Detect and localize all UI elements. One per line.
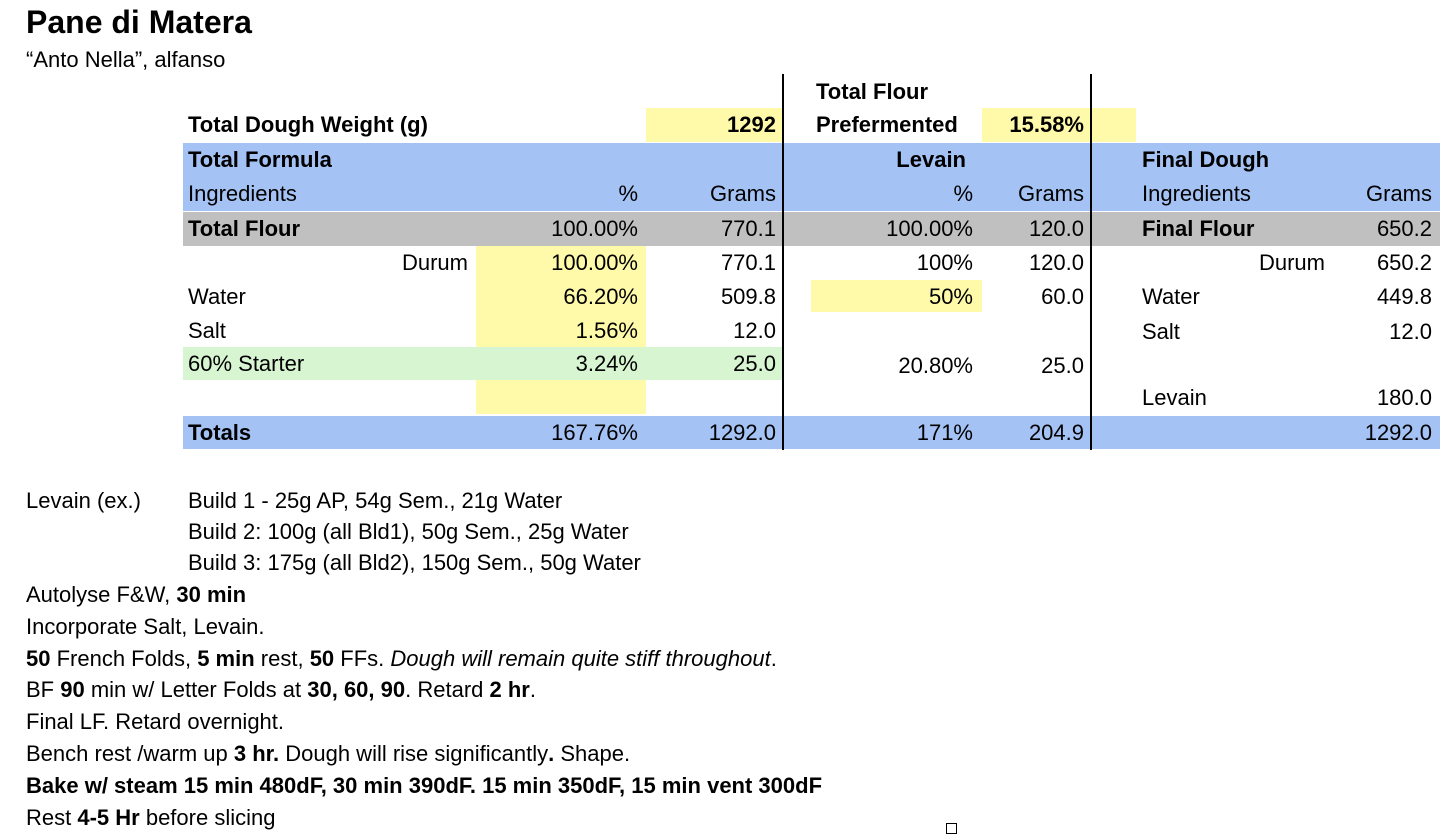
divider-formula-levain [782, 74, 784, 450]
note-folds-count1: 50 [26, 646, 51, 671]
col-final-ingredients: Ingredients [1142, 181, 1251, 206]
col-grams: Grams [710, 181, 776, 206]
row-final-durum-grams: 650.2 [1376, 250, 1432, 275]
row-totals-grams: 1292.0 [708, 420, 776, 445]
row-totals-name: Totals [188, 420, 252, 445]
row-durum-lev-grams: 120.0 [1028, 250, 1084, 275]
col-final-grams: Grams [1366, 181, 1432, 206]
recipe-subtitle: “Anto Nella”, alfanso [26, 47, 226, 72]
row-durum-pct: 100.00% [551, 250, 638, 275]
row-durum-name: Durum [401, 250, 468, 275]
note-incorporate: Incorporate Salt, Levain. [26, 614, 265, 639]
empty-pct-highlight [476, 380, 646, 414]
note-folds-end: . [770, 646, 777, 671]
col-levain-grams: Grams [1018, 181, 1084, 206]
note-bf-text1: BF [26, 677, 61, 702]
divider-levain-final [1090, 74, 1092, 450]
row-salt-grams: 12.0 [733, 318, 776, 343]
note-bench-rest [26, 739, 630, 769]
row-starter-lev-pct: 20.80% [898, 353, 973, 378]
note-build1: Build 1 - 25g AP, 54g Sem., 21g Water [188, 488, 563, 513]
note-bf-text2: min w/ Letter Folds at [84, 677, 308, 702]
note-bf-end: . [529, 677, 536, 702]
note-final-lf: Final LF. Retard overnight. [26, 709, 285, 734]
note-levain-label: Levain (ex.) [26, 488, 141, 513]
preferment-label-line1: Total Flour [816, 79, 929, 104]
section-total-formula: Total Formula [188, 147, 332, 172]
note-bake: Bake w/ steam 15 min 480dF, 30 min 390dF. 15 min 350dF, 15 min vent 300dF [26, 773, 823, 798]
row-water-lev-pct: 50% [928, 284, 973, 309]
note-folds [26, 644, 777, 674]
note-bench-text2: Dough will rise significantly [279, 741, 549, 766]
row-totals-final-grams: 1292.0 [1364, 420, 1432, 445]
note-bf-intervals: 30, 60, 90 [307, 677, 406, 702]
row-final-levain-name: Levain [1142, 385, 1207, 410]
note-folds-text2: rest, [254, 646, 310, 671]
row-water-pct: 66.20% [563, 284, 638, 309]
row-durum-grams: 770.1 [720, 250, 776, 275]
row-final-durum-name: Durum [1258, 250, 1325, 275]
row-water-name: Water [188, 284, 246, 309]
row-salt-pct: 1.56% [575, 318, 638, 343]
note-bench-period: . [548, 741, 555, 766]
preferment-label-line2: Prefermented [816, 112, 958, 137]
note-build3: Build 3: 175g (all Bld2), 150g Sem., 50g Water [188, 550, 641, 575]
row-final-water-name: Water [1142, 284, 1200, 309]
row-final-water-grams: 449.8 [1376, 284, 1432, 309]
row-totals-lev-grams: 204.9 [1028, 420, 1084, 445]
row-starter-lev-grams: 25.0 [1041, 353, 1084, 378]
row-total-flour-lev-pct: 100.00% [886, 216, 973, 241]
row-total-flour-grams: 770.1 [720, 216, 776, 241]
note-autolyse-time: 30 min [176, 582, 247, 607]
recipe-title: Pane di Matera [26, 4, 252, 40]
row-total-flour-lev-grams: 120.0 [1028, 216, 1084, 241]
note-build2: Build 2: 100g (all Bld1), 50g Sem., 25g Water [188, 519, 629, 544]
row-final-flour-name: Final Flour [1142, 216, 1255, 241]
note-folds-rest: 5 min [197, 646, 255, 671]
row-starter-pct: 3.24% [575, 351, 638, 376]
preferment-value: 15.58% [1009, 112, 1084, 137]
note-autolyse [26, 580, 246, 610]
note-folds-count2: 50 [309, 646, 335, 671]
row-salt-name: Salt [188, 318, 226, 343]
row-total-flour-pct: 100.00% [551, 216, 638, 241]
note-rest [26, 803, 275, 833]
note-bf-time: 90 [60, 677, 85, 702]
col-ingredients: Ingredients [188, 181, 297, 206]
note-bf-text3: . Retard [405, 677, 490, 702]
total-dough-weight-label: Total Dough Weight (g) [188, 112, 428, 137]
note-rest-text2: before slicing [139, 805, 276, 830]
row-final-flour-grams: 650.2 [1376, 216, 1432, 241]
row-totals-pct: 167.76% [551, 420, 638, 445]
section-final-dough: Final Dough [1142, 147, 1270, 172]
row-durum-lev-pct: 100% [916, 250, 973, 275]
row-final-levain-grams: 180.0 [1376, 385, 1432, 410]
note-bf-retard: 2 hr [489, 677, 530, 702]
note-bulk-ferment [26, 675, 536, 705]
row-final-salt-name: Salt [1142, 319, 1180, 344]
col-levain-percent: % [953, 181, 973, 206]
note-rest-text1: Rest [26, 805, 78, 830]
row-totals-lev-pct: 171% [916, 420, 973, 445]
selection-handle[interactable] [946, 823, 957, 834]
row-water-grams: 509.8 [720, 284, 776, 309]
row-starter-name: 60% Starter [188, 351, 305, 376]
row-water-lev-grams: 60.0 [1041, 284, 1084, 309]
note-folds-italic: Dough will remain quite stiff throughout [390, 646, 771, 671]
note-bench-text3: Shape. [554, 741, 631, 766]
note-folds-text1: French Folds, [50, 646, 198, 671]
note-bench-time: 3 hr. [233, 741, 280, 766]
row-final-salt-grams: 12.0 [1389, 319, 1432, 344]
note-folds-text3: FFs. [334, 646, 391, 671]
note-bench-text1: Bench rest /warm up [26, 741, 234, 766]
note-autolyse-text: Autolyse F&W, [26, 582, 177, 607]
row-total-flour-name: Total Flour [188, 216, 301, 241]
section-levain: Levain [896, 147, 966, 172]
total-dough-weight-value: 1292 [727, 112, 776, 137]
col-percent: % [618, 181, 638, 206]
note-rest-time: 4-5 Hr [77, 805, 140, 830]
row-starter-grams: 25.0 [733, 351, 776, 376]
